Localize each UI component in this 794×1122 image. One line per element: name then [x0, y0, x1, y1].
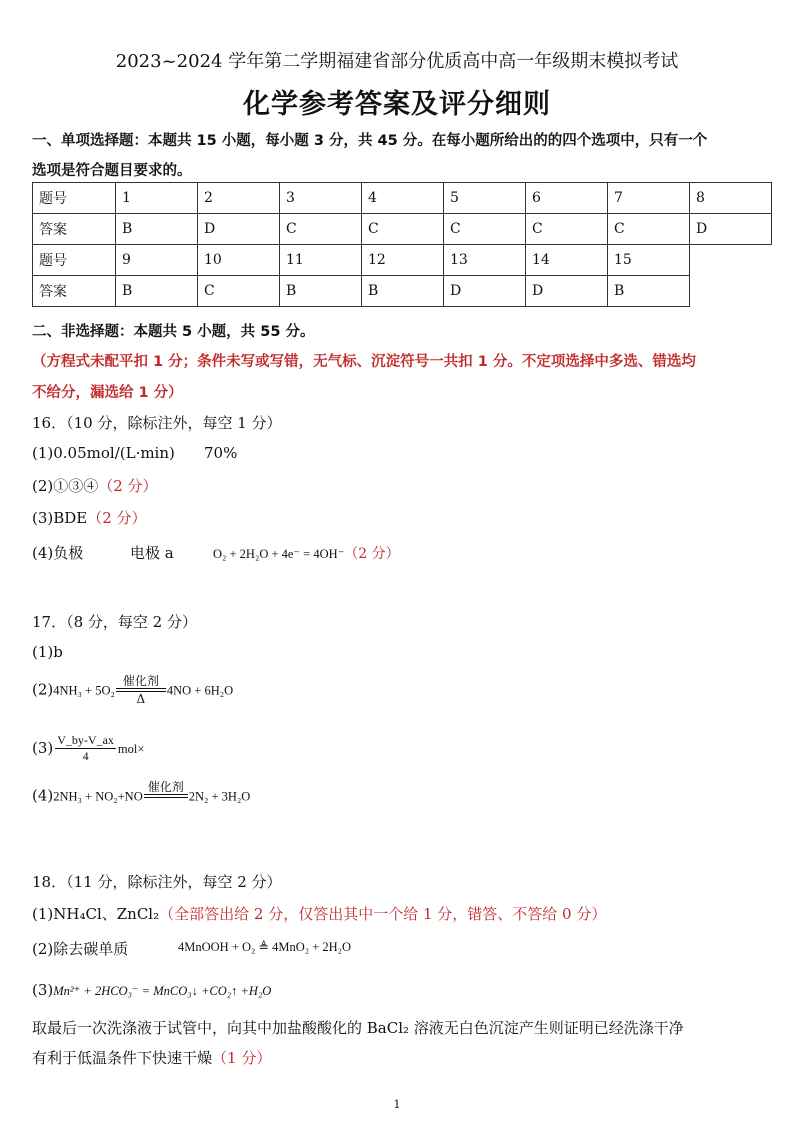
q17-eq4-catalyst: 催化剂 [147, 780, 184, 794]
answer-table-cell: B [608, 276, 690, 307]
answer-table-cell: 10 [198, 245, 280, 276]
answer-table-cell: B [116, 214, 198, 245]
q18-answer-1-note: （全部答出给 2 分，仅答出其中一个给 1 分，错答、不答给 0 分） [159, 905, 607, 923]
q16-answer-4-score: （2 分） [344, 546, 400, 562]
answer-table-cell: D [526, 276, 608, 307]
q18-header: 18．（11 分，除标注外，每空 2 分） [32, 873, 282, 891]
q18-answer-3-equation: Mn²⁺ + 2HCO₃⁻ = MnCO₃↓ +CO₂↑ +H₂O [53, 984, 272, 998]
q16-answer-1-percent: 70% [204, 444, 238, 462]
q18-drying-text: 有利于低温条件下快速干燥 [32, 1049, 213, 1067]
answer-table-row-label: 题号 [33, 245, 116, 276]
answer-table-row [33, 214, 772, 245]
answer-table-cell: 1 [116, 183, 198, 214]
answer-table-cell: 12 [362, 245, 444, 276]
q17-eq4-bottom [144, 798, 188, 812]
q16-answer-4-pole: (4)负极 [32, 544, 84, 562]
q18-washing-line: 取最后一次洗涤液于试管中，向其中加盐酸酸化的 BaCl₂ 溶液无白色沉淀产生则证明已经洗涤干净 [32, 1019, 684, 1037]
answer-table-empty-cell [690, 276, 772, 307]
answer-table-cell: 7 [608, 183, 690, 214]
q18-answer-3 [32, 980, 271, 999]
answer-table-cell: C [526, 214, 608, 245]
answer-table-cell: C [280, 214, 362, 245]
answer-table-cell: 4 [362, 183, 444, 214]
section2-heading: 二、非选择题：本题共 5 小题，共 55 分。 [32, 324, 315, 340]
answer-table-cell: D [198, 214, 280, 245]
q17-answer-3-prefix: (3) [32, 739, 54, 757]
answer-table-cell: C [198, 276, 280, 307]
q18-answer-1 [32, 903, 606, 924]
q16-answer-2 [32, 475, 158, 496]
q17-answer-4-prefix: (4) [32, 786, 54, 805]
answer-table-row [33, 183, 772, 214]
q16-answer-1-rate: (1)0.05mol/(L·min) [32, 444, 175, 462]
q17-eq2-left: 4NH₃ + 5O₂ [53, 683, 115, 698]
answer-table-cell: B [280, 276, 362, 307]
answer-table-cell: C [608, 214, 690, 245]
q17-fraction-denominator: 4 [82, 749, 89, 763]
q18-answer-1-text: (1)NH₄Cl、ZnCl₂ [32, 905, 160, 923]
q16-answer-4-equation [213, 543, 400, 563]
scoring-note-line1: （方程式未配平扣 1 分；条件未写或写错，无气标、沉淀符号一共扣 1 分。不定项选择中多选、错选均 [32, 354, 696, 370]
answer-table-cell: D [444, 276, 526, 307]
section1-line1: 一、单项选择题：本题共 15 小题，每小题 3 分，共 45 分。在每小题所给出的的四个选项中，只有一个 [32, 133, 708, 149]
page-number: 1 [393, 1098, 401, 1111]
answer-table-cell: 6 [526, 183, 608, 214]
answer-table-row [33, 245, 772, 276]
q18-answer-2-text: (2)除去碳单质 [32, 940, 129, 958]
page-title: 化学参考答案及评分细则 [243, 89, 551, 120]
q17-fraction-numerator: V_by-V_ax [57, 733, 114, 747]
answer-table-cell: C [444, 214, 526, 245]
q17-answer-3-unit: mol× [117, 742, 145, 756]
answer-table-cell: 13 [444, 245, 526, 276]
q16-answer-4-electrode: 电极 a [130, 544, 174, 562]
q17-answer-2 [32, 674, 233, 706]
q17-eq2-condition [116, 674, 166, 706]
answer-table-row-label: 题号 [33, 183, 116, 214]
answer-table-cell: B [116, 276, 198, 307]
q17-answer-2-prefix: (2) [32, 680, 54, 699]
q17-eq4-right: 2N₂ + 3H₂O [188, 789, 251, 804]
answer-table-row-label: 答案 [33, 214, 116, 245]
q17-fraction [55, 733, 116, 764]
q16-answer-3-score: （2 分） [87, 509, 147, 527]
q16-equation-text: O₂ + 2H₂O + 4e⁻ = 4OH⁻ [213, 547, 345, 561]
answer-table-cell: 8 [690, 183, 772, 214]
answer-table [32, 182, 772, 307]
q17-eq2-heat: Δ [136, 692, 146, 706]
section1-line2: 选项是符合题目要求的。 [32, 163, 192, 179]
answer-table-cell: 2 [198, 183, 280, 214]
answer-table-cell: D [690, 214, 772, 245]
q17-eq2-catalyst: 催化剂 [122, 674, 159, 688]
scoring-note-line2: 不给分，漏选给 1 分） [32, 385, 183, 401]
answer-table-cell: 5 [444, 183, 526, 214]
answer-table-row-label: 答案 [33, 276, 116, 307]
answer-table-cell: C [362, 214, 444, 245]
answer-table-cell: 11 [280, 245, 362, 276]
answer-table-cell: B [362, 276, 444, 307]
q17-answer-3 [32, 733, 144, 764]
q16-header: 16．（10 分，除标注外，每空 1 分） [32, 414, 282, 432]
q18-drying-line [32, 1047, 271, 1068]
q17-answer-4 [32, 780, 250, 812]
q18-answer-3-prefix: (3) [32, 981, 54, 999]
q18-answer-2-equation: 4MnOOH + O₂ ≜ 4MnO₂ + 2H₂O [178, 940, 352, 954]
answer-table-cell: 3 [280, 183, 362, 214]
q16-answer-3 [32, 507, 147, 528]
answer-table-cell: 15 [608, 245, 690, 276]
q17-answer-1: (1)b [32, 643, 63, 661]
answer-table-row [33, 276, 772, 307]
q17-eq2-right: 4NO + 6H₂O [166, 683, 234, 698]
q17-header: 17．（8 分，每空 2 分） [32, 613, 197, 631]
exam-title: 2023~2024 学年第二学期福建省部分优质高中高一年级期末模拟考试 [115, 51, 679, 72]
q18-drying-score: （1 分） [212, 1049, 272, 1067]
q17-eq4-condition [144, 780, 188, 812]
answer-table-cell: 14 [526, 245, 608, 276]
q16-answer-2-text: (2)①③④ [32, 477, 99, 495]
answer-table-cell: 9 [116, 245, 198, 276]
q17-eq4-left: 2NH₃ + NO₂+NO [53, 789, 143, 804]
q16-answer-3-text: (3)BDE [32, 509, 88, 527]
answer-table-empty-cell [690, 245, 772, 276]
q16-answer-2-score: （2 分） [98, 477, 158, 495]
